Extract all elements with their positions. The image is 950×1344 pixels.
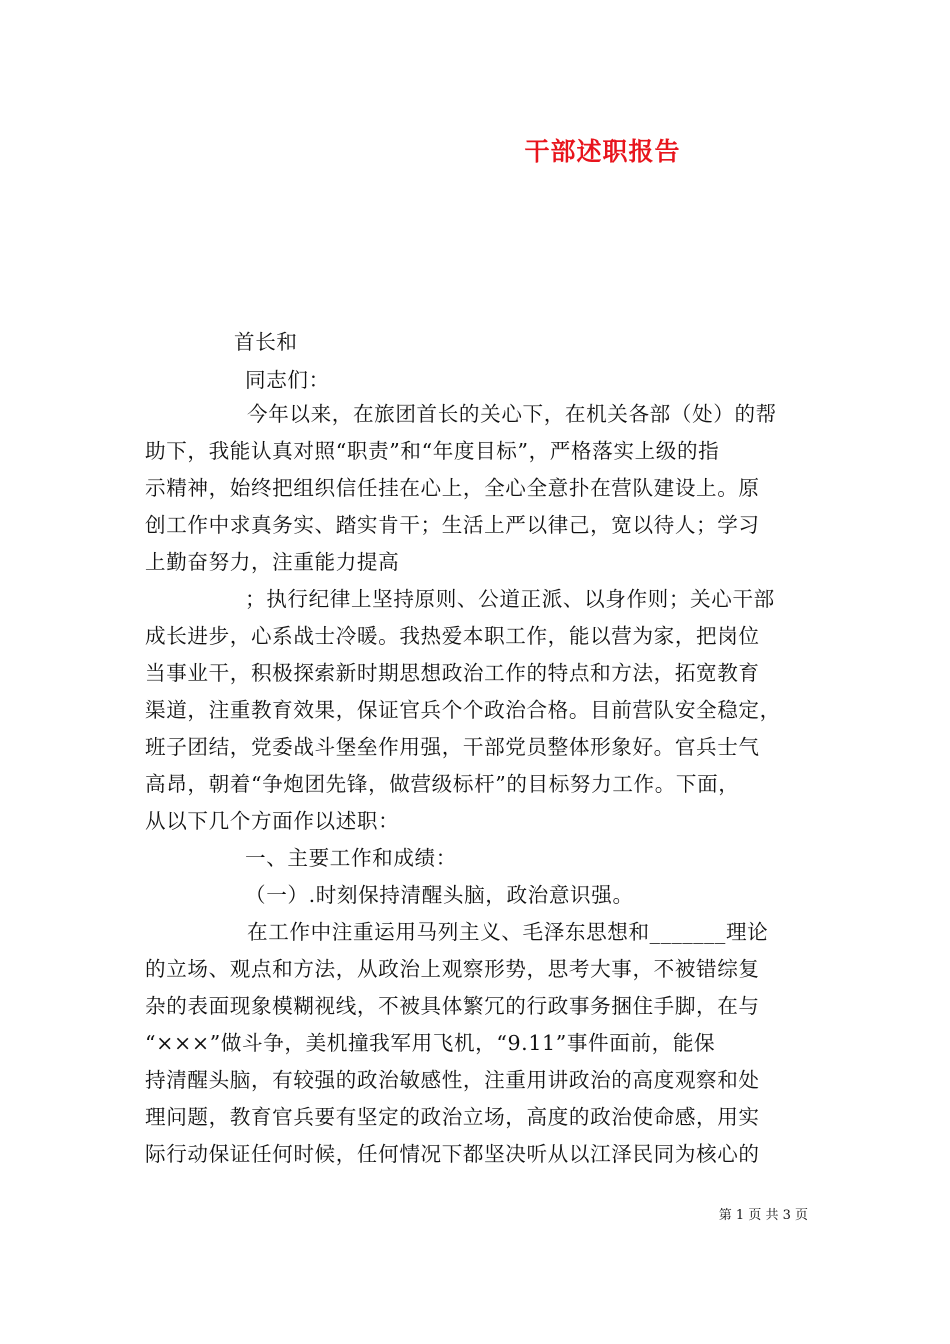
body-line: 示精神，始终把组织信任挂在心上，全心全意扑在营队建设上。原 (145, 476, 760, 500)
salutation-line-1: 首长和 (234, 330, 298, 354)
body-line: 助下，我能认真对照“职责”和“年度目标”，严格落实上级的指 (145, 439, 720, 463)
subsection-heading: （一）.时刻保持清醒头脑，政治意识强。 (245, 883, 634, 907)
body-line: 杂的表面现象模糊视线，不被具体繁冗的行政事务捆住手脚，在与 (145, 994, 760, 1018)
body-line: 从以下几个方面作以述职： (145, 809, 400, 833)
section-heading: 一、主要工作和成绩： (245, 846, 457, 870)
body-line: 上勤奋努力，注重能力提高 (145, 550, 400, 574)
body-line: 创工作中求真务实、踏实肯干；生活上严以律己，宽以待人；学习 (145, 513, 760, 537)
body-line: 当事业干，积极探索新时期思想政治工作的特点和方法，拓宽教育 (145, 661, 760, 685)
body-line: 今年以来，在旅团首长的关心下，在机关各部（处）的帮 (247, 402, 777, 426)
body-line: 成长进步，心系战士冷暖。我热爱本职工作，能以营为家，把岗位 (145, 624, 760, 648)
page-number-footer: 第 1 页 共 3 页 (718, 1208, 808, 1223)
body-line: 在工作中注重运用马列主义、毛泽东思想和_______理论 (247, 920, 769, 944)
body-line: “×××”做斗争，美机撞我军用飞机，“9.11”事件面前，能保 (145, 1031, 716, 1055)
body-line: 理问题，教育官兵要有坚定的政治立场，高度的政治使命感，用实 (145, 1105, 760, 1129)
document-title: 干部述职报告 (524, 137, 681, 166)
body-line: 的立场、观点和方法，从政治上观察形势，思考大事，不被错综复 (145, 957, 760, 981)
body-line: 持清醒头脑，有较强的政治敏感性，注重用讲政治的高度观察和处 (145, 1068, 760, 1092)
body-line: 际行动保证任何时候，任何情况下都坚决听从以江泽民同为核心的 (145, 1142, 760, 1166)
body-line: 高昂，朝着“争炮团先锋，做营级标杆”的目标努力工作。下面， (145, 772, 740, 796)
body-line: 渠道，注重教育效果，保证官兵个个政治合格。目前营队安全稳定， (145, 698, 781, 722)
body-line: ；执行纪律上坚持原则、公道正派、以身作则；关心干部 (245, 587, 775, 611)
salutation-line-2: 同志们： (245, 368, 330, 392)
body-line: 班子团结，党委战斗堡垒作用强，干部党员整体形象好。官兵士气 (145, 735, 760, 759)
